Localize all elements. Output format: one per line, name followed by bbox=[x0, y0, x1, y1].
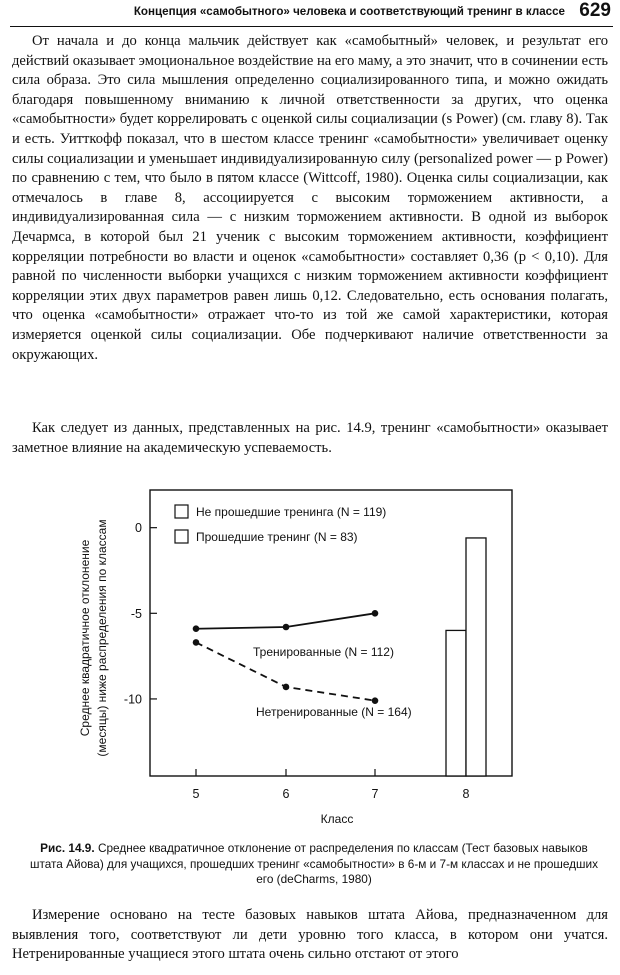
data-point-untrained bbox=[283, 684, 290, 691]
data-point-trained bbox=[283, 624, 290, 631]
bar-trained bbox=[466, 538, 486, 776]
data-point-trained bbox=[193, 625, 200, 632]
x-tick-label: 6 bbox=[282, 787, 290, 801]
y-axis-label-line1: Среднее квадратичное отклонение bbox=[78, 539, 92, 737]
series-label-trained: Тренированные (N = 112) bbox=[253, 645, 394, 660]
legend-swatch bbox=[175, 505, 188, 518]
running-header bbox=[10, 0, 613, 27]
paragraph-text: Как следует из данных, представленных на рис. 14.9, тренинг «самобытности» оказывает заметное влияние на академическую успеваемость. bbox=[12, 420, 608, 456]
x-tick-label: 5 bbox=[192, 787, 200, 801]
running-title: Концепция «самобытного» человека и соответствующий тренинг в классе bbox=[133, 5, 565, 18]
data-point-untrained bbox=[372, 697, 379, 704]
chart-svg bbox=[0, 478, 620, 838]
y-axis-label-line2: (месяцы) ниже распределения по классам bbox=[95, 519, 109, 757]
paragraph-text: Измерение основано на тесте базовых навыков штата Айова, предназначенном для выявления того, соответствуют ли дети уровню того класса, в котором они учатся. Нетренированные учащиеся этого штата очень сильно отстают от этого bbox=[12, 907, 608, 963]
y-tick-label: -5 bbox=[130, 606, 142, 621]
legend-swatch bbox=[175, 530, 188, 543]
x-tick-label: 7 bbox=[371, 787, 379, 801]
figure-14-9 bbox=[0, 478, 620, 838]
paragraph-text: От начала и до конца мальчик действует как «самобытный» человек, и результат его действий оказывает эмоциональное воздействие на его маму, а это значит, что в сочинении есть сила образа. Это сила мышления определенно социализированного типа, и можно ожидать благодаря повышенному вниманию к личной ответственности за других, что оценка «самобытности» будет коррелировать с оценкой силы социализации (s Power) (см. главу 8). Так и есть. Уитткофф показал, что в шестом классе тренинг «самобытности» увеличивает оценку силы социализации и уменьшает индивидуализированную силу (personalized power — p Power) по сравнению с тем, что было в пятом классе (Wittcoff, 1980). Оценка силы социализации, как отмечалось в главе 8, ассоциируется с высоким торможением активности, а индивидуализированная сила — с низким торможением активности. В одной из выборок Дечармса, в которой был 21 ученик с высоким торможением активности, коэффициент корреляции потребности во власти и оценок «самобытности» составляет 0,36 (p < 0,10). Для равной по численности выборки учащихся с низким торможением активности коэффициент корреляции этих двух параметров равен лишь 0,12. Следовательно, есть основания полагать, что оценка «самобытности» отражает что-то из той же самой характеристики, которая измеряется оценкой силы социализации. Обе подчеркивают наличие ответственности за окружающих. bbox=[12, 33, 608, 363]
paragraph-3 bbox=[12, 906, 608, 965]
paragraph-1 bbox=[12, 32, 608, 365]
legend-label: Прошедшие тренинг (N = 83) bbox=[196, 530, 358, 544]
bar-untrained bbox=[446, 630, 466, 776]
x-tick-label: 8 bbox=[462, 787, 470, 801]
series-label-untrained: Нетренированные (N = 164) bbox=[256, 705, 412, 720]
data-point-untrained bbox=[193, 639, 200, 646]
figure-caption bbox=[28, 841, 600, 888]
x-axis-label: Класс bbox=[320, 812, 354, 826]
caption-text: Среднее квадратичное отклонение от распределения по классам (Тест базовых навыков штата Айова) для учащихся, прошедших тренинг «самобытности» в 6-м и 7-м классах и не прошедших его (deCharms, 1980) bbox=[29, 841, 599, 887]
y-tick-label: 0 bbox=[135, 521, 142, 536]
paragraph-2 bbox=[12, 419, 608, 458]
legend-label: Не прошедшие тренинга (N = 119) bbox=[196, 505, 387, 519]
page-number: 629 bbox=[579, 0, 611, 21]
caption-label: Рис. 14.9. bbox=[40, 841, 95, 855]
data-point-trained bbox=[372, 610, 379, 617]
y-tick-label: -10 bbox=[123, 692, 142, 707]
